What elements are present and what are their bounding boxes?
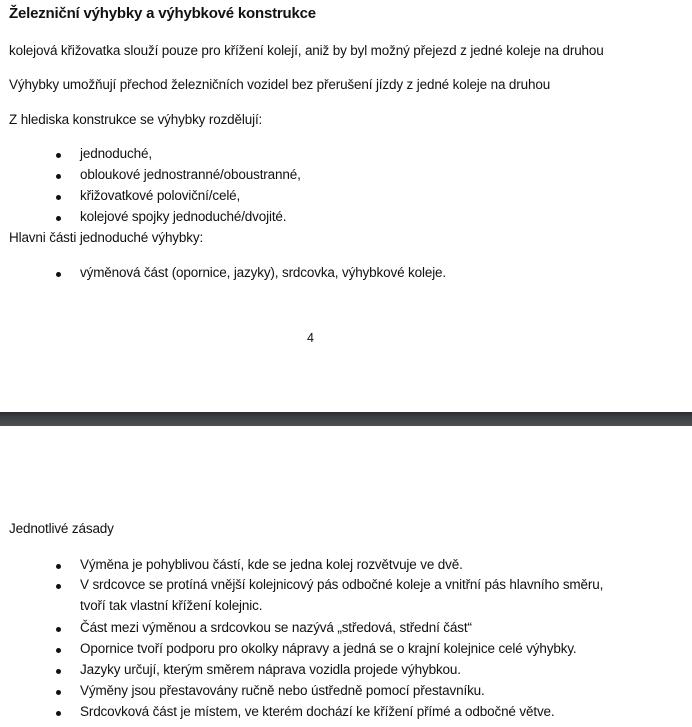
bullet-icon [56, 564, 61, 569]
list-item-text: Opornice tvoří podporu pro okolky nápravy a jedná se o krajní kolejnice celé výhybky. [80, 641, 577, 656]
list-item-text: kolejové spojky jednoduché/dvojité. [80, 209, 287, 224]
list-item-text: Výměna je pohyblivou částí, kde se jedna kolej rozvětvuje ve dvě. [80, 557, 463, 572]
bullet-icon [56, 216, 61, 221]
bullet-icon [56, 195, 61, 200]
paragraph-switches: Výhybky umožňují přechod železničních vozidel bez přerušení jízdy z jedné koleje na druhou [9, 77, 551, 92]
bullet-icon [56, 272, 61, 277]
bullet-icon [56, 711, 61, 716]
list-item-text: obloukové jednostranné/oboustranné, [80, 167, 301, 182]
paragraph-crossing: kolejová křižovatka slouží pouze pro křížení kolejí, aniž by byl možný přejezd z jedné koleje na druhou [9, 43, 604, 58]
bullet-icon [56, 627, 61, 632]
list-item-text: křižovatkové poloviční/celé, [80, 188, 241, 203]
bullet-icon [56, 584, 61, 589]
paragraph-main-parts: Hlavni části jednoduché výhybky: [9, 230, 204, 245]
page-separator [0, 412, 692, 426]
paragraph-construction: Z hlediska konstrukce se výhybky rozdělují: [9, 112, 263, 127]
bullet-icon [56, 174, 61, 179]
list-item-text: tvoří tak vlastní křížení kolejnic. [80, 598, 263, 613]
principles-heading: Jednotlivé zásady [9, 521, 114, 536]
bullet-icon [56, 153, 61, 158]
bullet-icon [56, 648, 61, 653]
list-item-text: Srdcovková část je místem, ve kterém dochází ke křížení přímé a odbočné větve. [80, 704, 555, 719]
list-item-text: výměnová část (opornice, jazyky), srdcovka, výhybkové koleje. [80, 265, 447, 280]
list-item-text: jednoduché, [80, 146, 152, 161]
list-item-text: Výměny jsou přestavovány ručně nebo ústředně pomocí přestavníku. [80, 683, 485, 698]
list-item-text: Jazyky určují, kterým směrem náprava vozidla projede výhybkou. [80, 662, 461, 677]
bullet-icon [56, 690, 61, 695]
list-item-text: Část mezi výměnou a srdcovkou se nazývá „středová, střední část“ [80, 620, 472, 635]
bullet-icon [56, 669, 61, 674]
list-item-text: V srdcovce se protíná vnější kolejnicový pás odbočné koleje a vnitřní pás hlavního směru, [80, 577, 604, 592]
page-number: 4 [307, 331, 314, 345]
document-title: Železniční výhybky a výhybkové konstrukce [9, 5, 316, 22]
